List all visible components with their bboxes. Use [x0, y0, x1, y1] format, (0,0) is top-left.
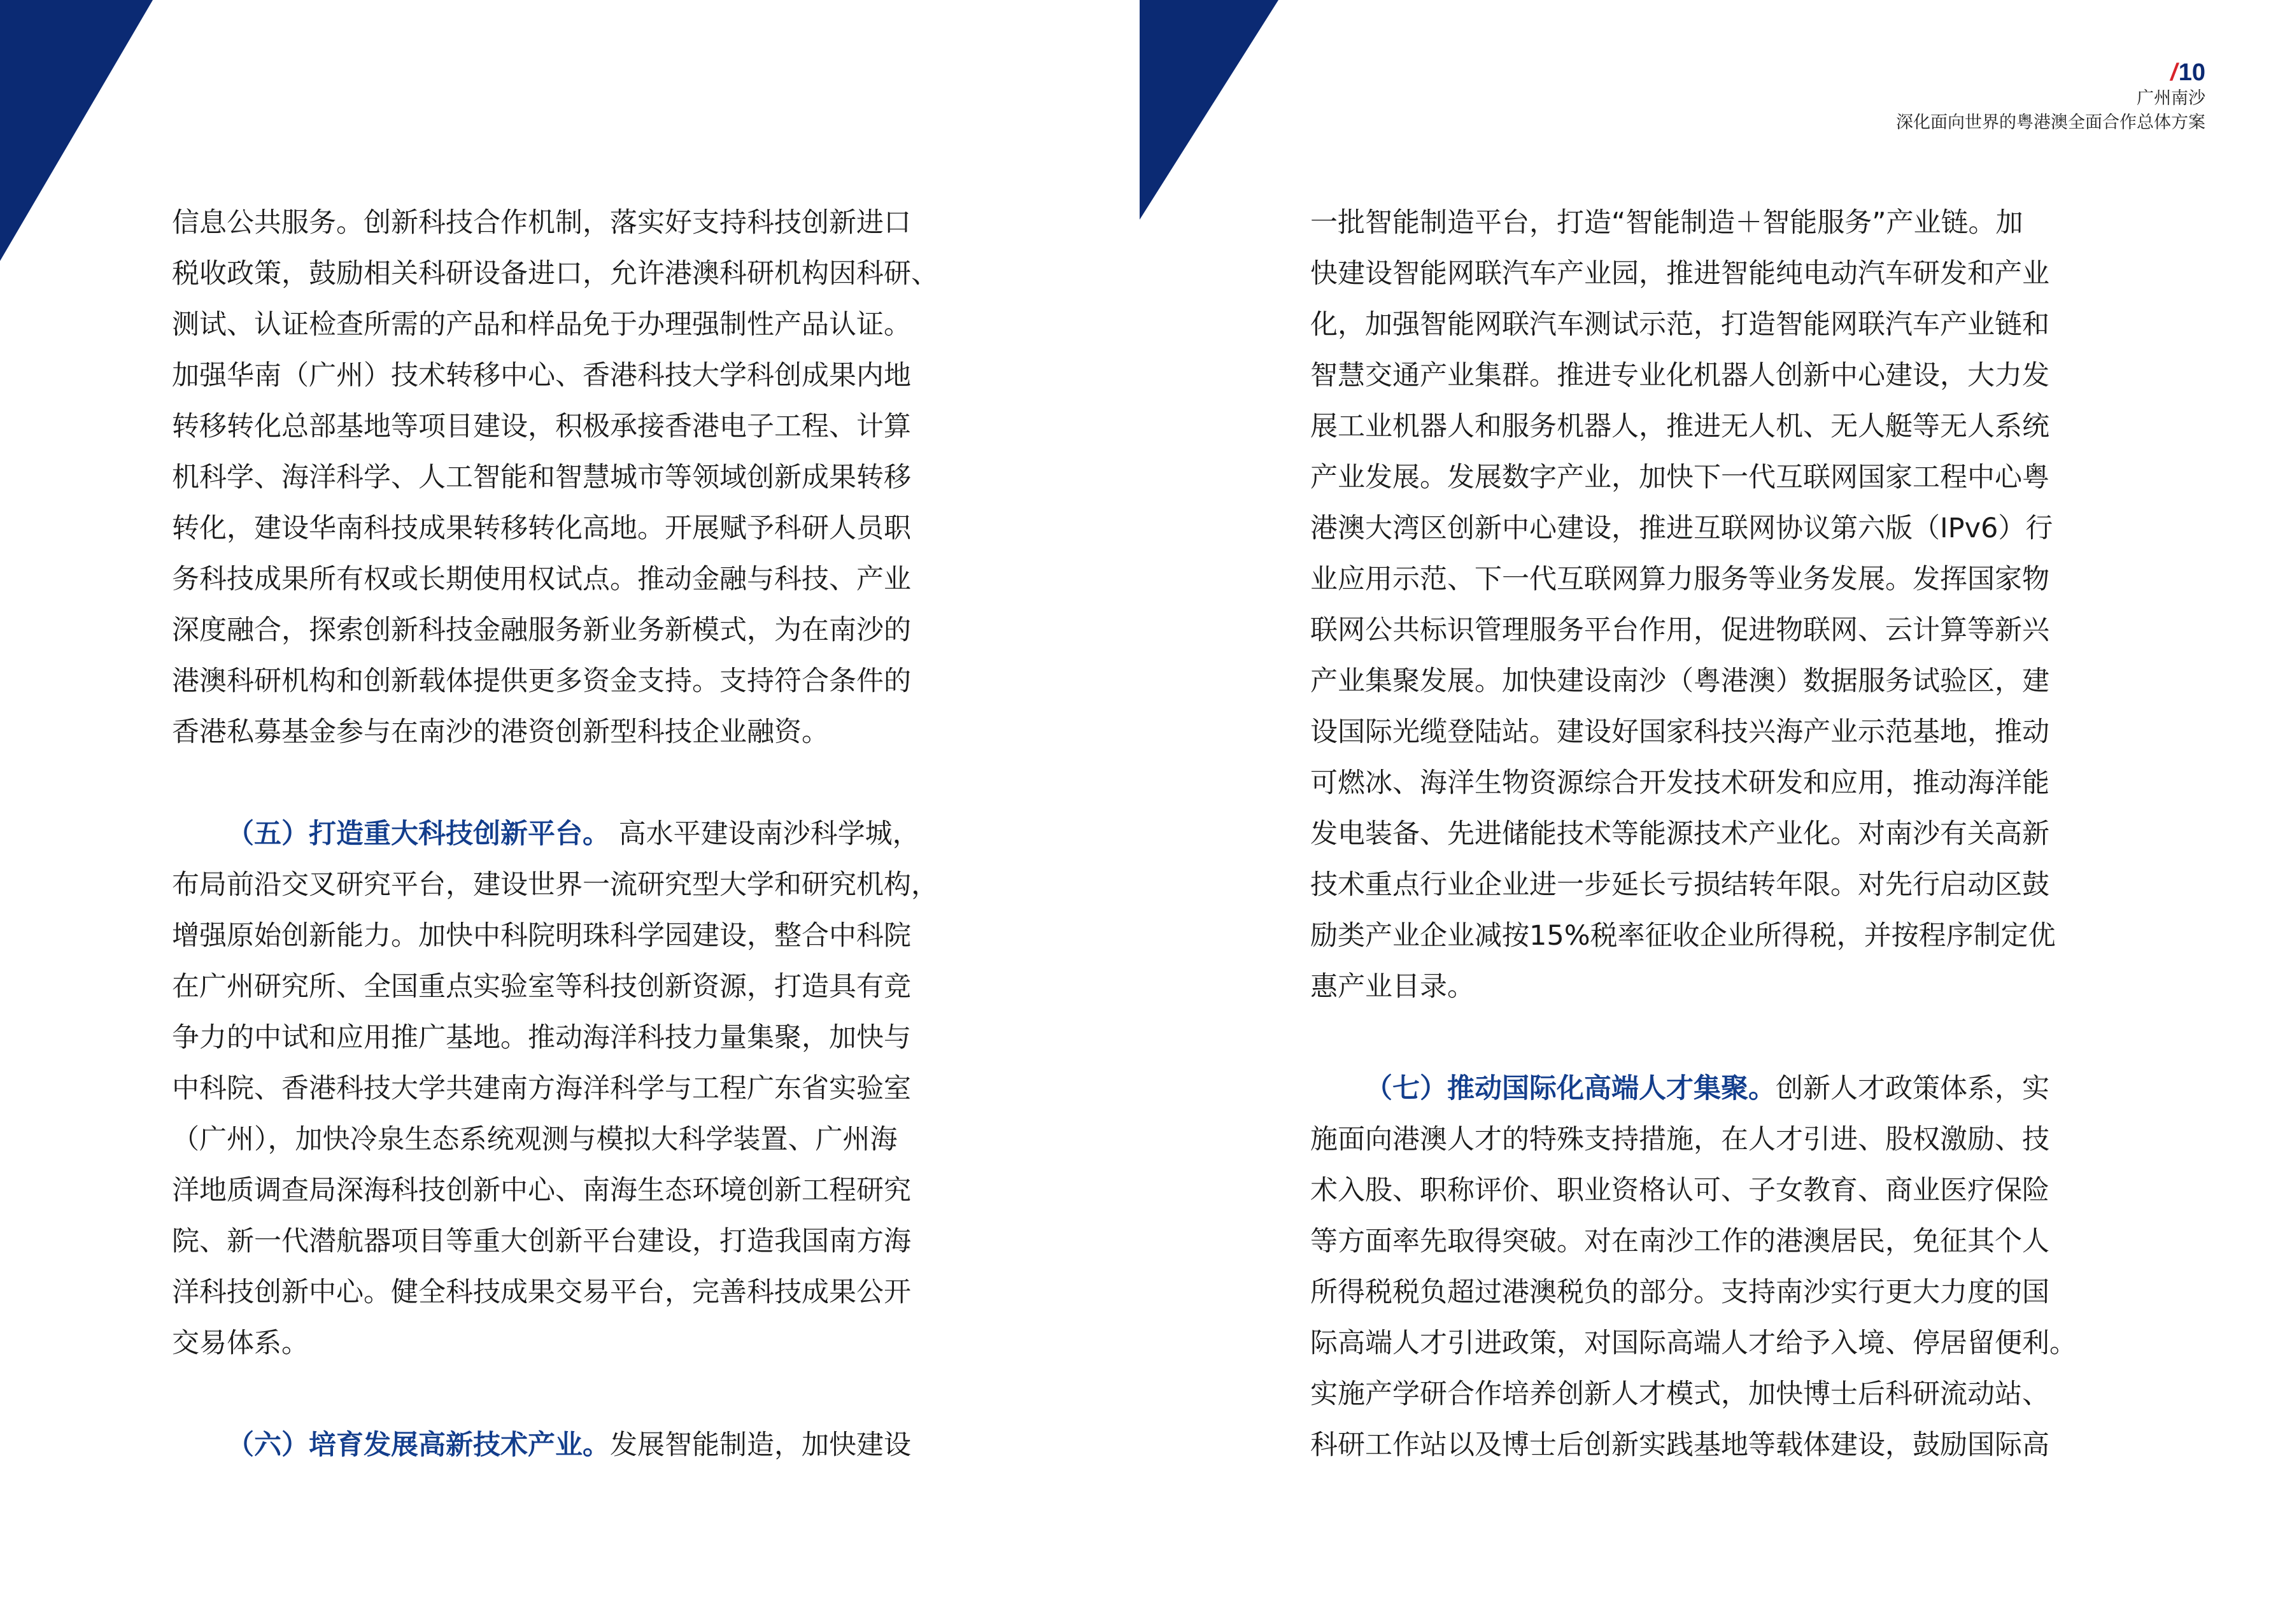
paragraph-innovation-cooperation	[172, 197, 993, 758]
paragraph-first-line	[172, 1420, 993, 1471]
text-line: 技术重点行业企业进一步延长亏损结转年限。对先行启动区鼓	[1310, 869, 2049, 901]
text-line: 快建设智能网联汽车产业园，推进智能纯电动汽车研发和产业	[1310, 258, 2049, 290]
text-line: 产业集聚发展。加快建设南沙（粤港澳）数据服务试验区，建	[1310, 665, 2049, 697]
text-line: 税收政策，鼓励相关科研设备进口，允许港澳科研机构因科研、	[172, 258, 938, 290]
page-number-value: 10	[2178, 59, 2205, 86]
paragraph-science-platform	[172, 859, 993, 1369]
left-corner-triangle	[0, 0, 166, 267]
text-line: 港澳科研机构和创新载体提供更多资金支持。支持符合条件的	[172, 665, 911, 697]
text-line: 际高端人才引进政策，对国际高端人才给予入境、停居留便利。	[1310, 1327, 2077, 1359]
section-heading-7: （七）推动国际化高端人才集聚。	[1365, 1073, 1776, 1105]
text-line: 港澳大湾区创新中心建设，推进互联网协议第六版（IPv6）行	[1310, 512, 2053, 544]
paragraph-hightech-industry	[1310, 197, 2132, 1012]
page-header	[1896, 59, 2205, 135]
text-line: 深度融合，探索创新科技金融服务新业务新模式，为在南沙的	[172, 614, 911, 646]
section-heading-6: （六）培育发展高新技术产业。	[227, 1429, 610, 1461]
text-line: 惠产业目录。	[1310, 971, 1475, 1003]
text-line: 务科技成果所有权或长期使用权试点。推动金融与科技、产业	[172, 563, 911, 595]
text-line: 等方面率先取得突破。对在南沙工作的港澳居民，免征其个人	[1310, 1225, 2049, 1257]
text-line: 中科院、香港科技大学共建南方海洋科学与工程广东省实验室	[172, 1073, 911, 1105]
paragraph-text: 发展智能制造，加快建设	[610, 1429, 911, 1461]
text-line: 加强华南（广州）技术转移中心、香港科技大学科创成果内地	[172, 360, 911, 392]
text-line: 联网公共标识管理服务平台作用，促进物联网、云计算等新兴	[1310, 614, 2049, 646]
text-line: 转移转化总部基地等项目建设，积极承接香港电子工程、计算	[172, 411, 911, 442]
text-line: 转化，建设华南科技成果转移转化高地。开展赋予科研人员职	[172, 512, 911, 544]
text-line: 施面向港澳人才的特殊支持措施，在人才引进、股权激励、技	[1310, 1124, 2049, 1155]
text-line: 展工业机器人和服务机器人，推进无人机、无人艇等无人系统	[1310, 411, 2049, 442]
paragraph-text: 创新人才政策体系，实	[1776, 1073, 2049, 1105]
text-line: 测试、认证检查所需的产品和样品免于办理强制性产品认证。	[172, 309, 911, 341]
text-line: 智慧交通产业集群。推进专业化机器人创新中心建设，大力发	[1310, 360, 2049, 392]
header-subtitle: 深化面向世界的粤港澳全面合作总体方案	[1896, 113, 2205, 132]
paragraph-text: 高水平建设南沙科学城，	[610, 818, 920, 850]
text-line: 业应用示范、下一代互联网算力服务等业务发展。发挥国家物	[1310, 563, 2049, 595]
text-line: 所得税税负超过港澳税负的部分。支持南沙实行更大力度的国	[1310, 1276, 2049, 1308]
text-line: 争力的中试和应用推广基地。推动海洋科技力量集聚，加快与	[172, 1022, 911, 1054]
paragraph-first-line	[172, 808, 993, 859]
text-line: 科研工作站以及博士后创新实践基地等载体建设，鼓励国际高	[1310, 1429, 2049, 1461]
text-line: 可燃冰、海洋生物资源综合开发技术研发和应用，推动海洋能	[1310, 767, 2049, 799]
text-line: 在广州研究所、全国重点实验室等科技创新资源，打造具有竞	[172, 971, 911, 1003]
header-title: 广州南沙	[2137, 88, 2205, 108]
text-line: 术入股、职称评价、职业资格认可、子女教育、商业医疗保险	[1310, 1175, 2049, 1206]
text-line: 化，加强智能网联汽车测试示范，打造智能网联汽车产业链和	[1310, 309, 2049, 341]
text-line: 布局前沿交叉研究平台，建设世界一流研究型大学和研究机构，	[172, 869, 938, 901]
text-line: 励类产业企业减按15%税率征收企业所得税，并按程序制定优	[1310, 920, 2056, 952]
text-line: 院、新一代潜航器项目等重大创新平台建设，打造我国南方海	[172, 1225, 911, 1257]
left-column	[172, 197, 993, 1471]
text-line: 机科学、海洋科学、人工智能和智慧城市等领域创新成果转移	[172, 462, 911, 493]
right-corner-triangle	[1140, 0, 1292, 229]
paragraph-talent	[1310, 1114, 2132, 1471]
text-line: 交易体系。	[172, 1327, 309, 1359]
text-line: （广州），加快冷泉生态系统观测与模拟大科学装置、广州海	[172, 1124, 898, 1155]
text-line: 香港私募基金参与在南沙的港资创新型科技企业融资。	[172, 716, 829, 748]
text-line: 洋科技创新中心。健全科技成果交易平台，完善科技成果公开	[172, 1276, 911, 1308]
text-line: 实施产学研合作培养创新人才模式，加快博士后科研流动站、	[1310, 1378, 2049, 1410]
right-column	[1310, 197, 2132, 1471]
paragraph-first-line	[1310, 1063, 2132, 1114]
text-line: 信息公共服务。创新科技合作机制，落实好支持科技创新进口	[172, 207, 911, 239]
text-line: 洋地质调查局深海科技创新中心、南海生态环境创新工程研究	[172, 1175, 911, 1206]
text-line: 发电装备、先进储能技术等能源技术产业化。对南沙有关高新	[1310, 818, 2049, 850]
text-line: 增强原始创新能力。加快中科院明珠科学园建设，整合中科院	[172, 920, 911, 952]
page-number	[1896, 59, 2205, 87]
text-line: 产业发展。发展数字产业，加快下一代互联网国家工程中心粤	[1310, 462, 2049, 493]
text-line: 设国际光缆登陆站。建设好国家科技兴海产业示范基地，推动	[1310, 716, 2049, 748]
page-number-slash: /	[2170, 59, 2177, 86]
section-heading-5: （五）打造重大科技创新平台。	[227, 818, 610, 850]
text-line: 一批智能制造平台，打造“智能制造＋智能服务”产业链。加	[1310, 207, 2023, 239]
